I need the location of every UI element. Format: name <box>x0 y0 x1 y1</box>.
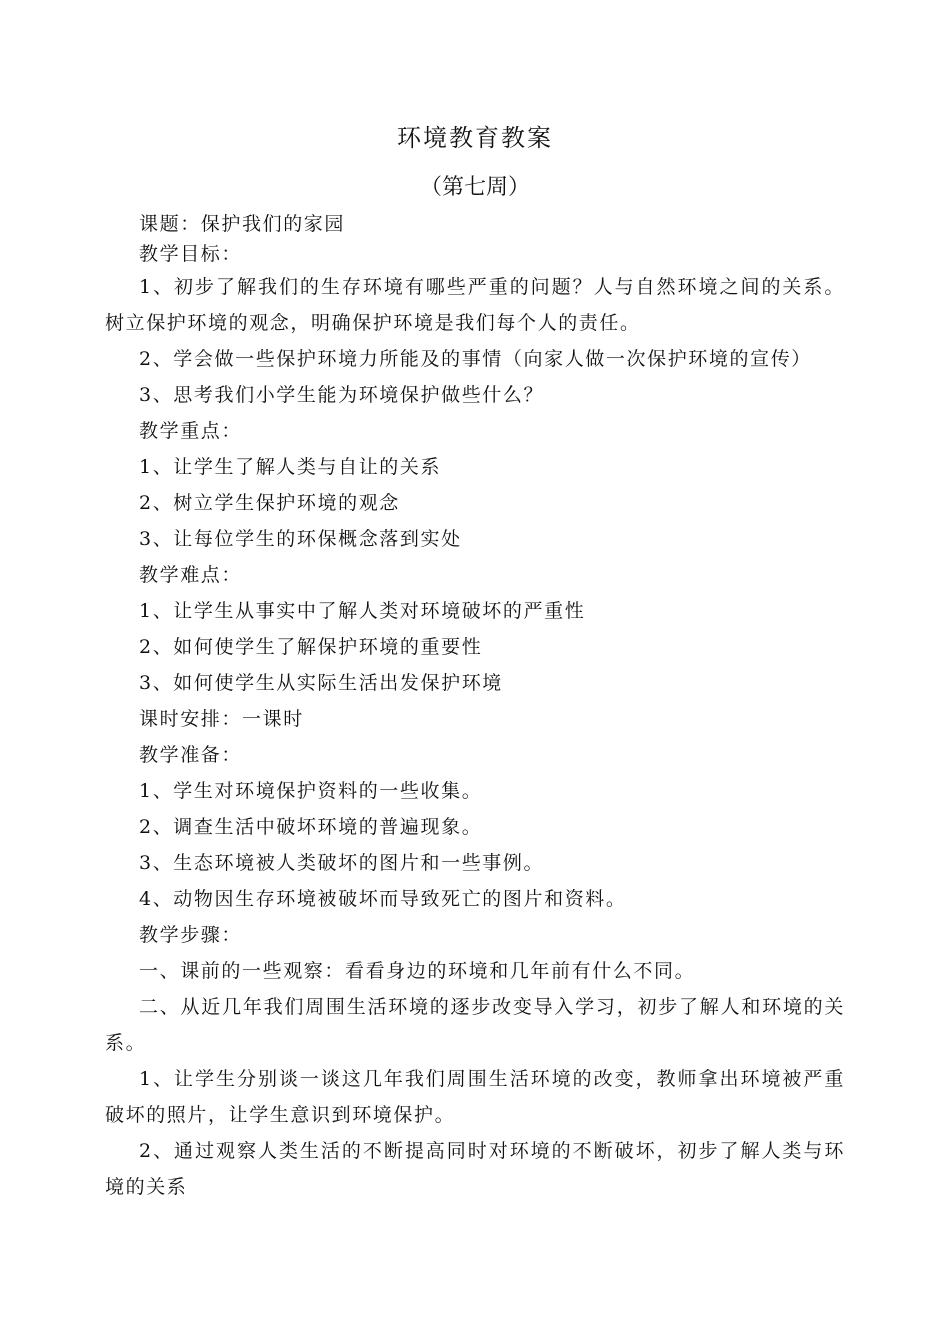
section-heading-goals: 教学目标： <box>139 243 243 265</box>
preparation-2: 2、调查生活中破坏环境的普遍现象。 <box>139 816 483 838</box>
document-title: 环境教育教案 <box>397 124 553 152</box>
lesson-topic: 课题：保护我们的家园 <box>139 213 346 235</box>
section-heading-preparation: 教学准备： <box>139 744 243 766</box>
section-heading-key-points: 教学重点： <box>139 420 243 442</box>
section-heading-steps: 教学步骤： <box>139 924 243 946</box>
section-heading-difficulties: 教学难点： <box>139 564 243 586</box>
document-subtitle: （第七周） <box>419 175 530 200</box>
difficulty-3: 3、如何使学生从实际生活出发保护环境 <box>139 672 503 694</box>
difficulty-1: 1、让学生从事实中了解人类对环境破坏的严重性 <box>139 600 586 622</box>
goal-item-3: 3、思考我们小学生能为环境保护做些什么？ <box>139 384 545 406</box>
preparation-3: 3、生态环境被人类破坏的图片和一些事例。 <box>139 852 545 874</box>
step-2-sub-2: 2、通过观察人类生活的不断提高同时对环境的不断破坏，初步了解人类与环境的关系 <box>105 1140 845 1198</box>
step-1: 一、课前的一些观察：看看身边的环境和几年前有什么不同。 <box>139 960 696 982</box>
goal-item-1: 1、初步了解我们的生存环境有哪些严重的问题？人与自然环境之间的关系。树立保护环境的观念，明确保护环境是我们每个人的责任。 <box>105 276 845 334</box>
step-2-sub-1: 1、让学生分别谈一谈这几年我们周围生活环境的改变，教师拿出环境被严重破坏的照片，让学生意识到环境保护。 <box>105 1068 845 1126</box>
key-point-1: 1、让学生了解人类与自让的关系 <box>139 456 442 478</box>
difficulty-2: 2、如何使学生了解保护环境的重要性 <box>139 636 483 658</box>
key-point-2: 2、树立学生保护环境的观念 <box>139 492 400 514</box>
lesson-schedule: 课时安排：一课时 <box>139 708 304 730</box>
document-body <box>105 209 845 1205</box>
goal-item-2: 2、学会做一些保护环境力所能及的事情（向家人做一次保护环境的宣传） <box>139 348 812 370</box>
key-point-3: 3、让每位学生的环保概念落到实处 <box>139 528 462 550</box>
preparation-4: 4、动物因生存环境被破坏而导致死亡的图片和资料。 <box>139 888 627 910</box>
step-2: 二、从近几年我们周围生活环境的逐步改变导入学习，初步了解人和环境的关系。 <box>105 996 845 1054</box>
preparation-1: 1、学生对环境保护资料的一些收集。 <box>139 780 483 802</box>
